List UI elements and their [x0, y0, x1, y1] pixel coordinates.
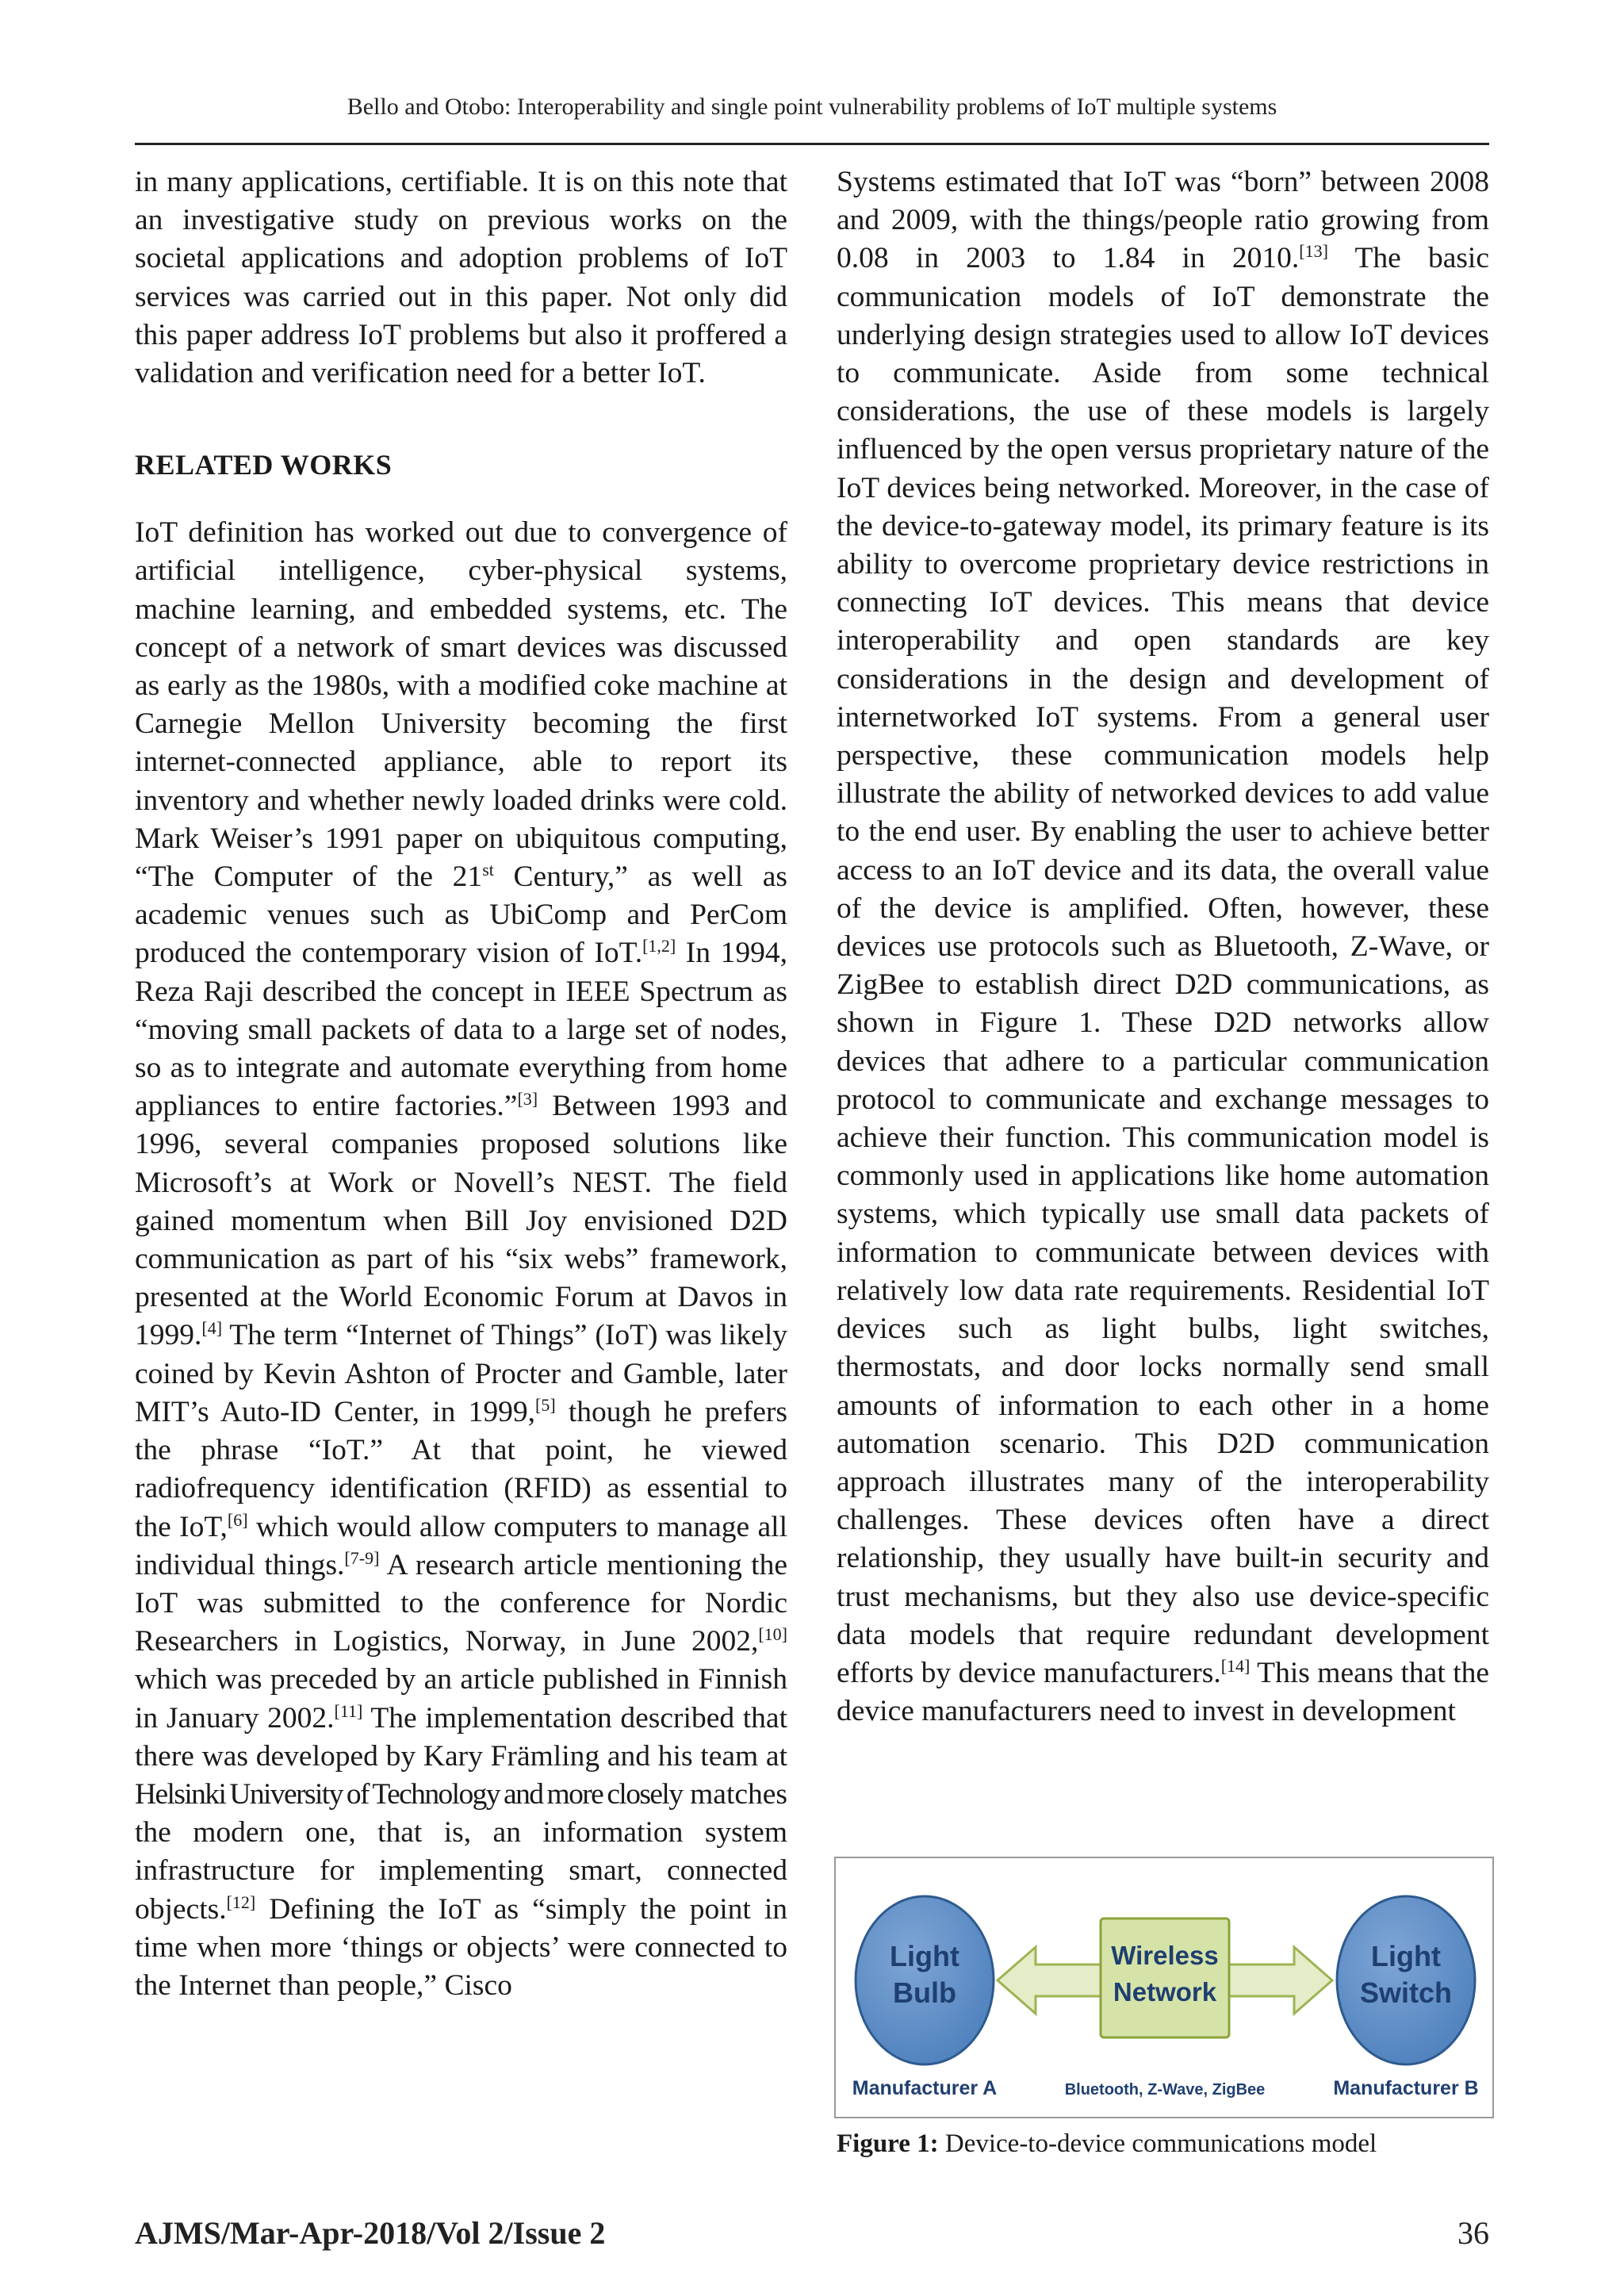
- citation: [1,2]: [642, 936, 676, 956]
- body-text: Systems estimated that IoT was “born” between 2008 and 2009, with the things/people ratio growing from 0.08 in 2003 to 1.84 in 2010.: [837, 166, 1489, 275]
- running-head: Bello and Otobo: Interoperability and single point vulnerability problems of IoT multiple systems: [347, 94, 1277, 120]
- header-rule: [135, 143, 1489, 145]
- manufacturer-a-label: Manufacturer A: [852, 2077, 998, 2099]
- page-number: 36: [1457, 2215, 1489, 2251]
- d2d-diagram: [836, 1858, 1492, 2117]
- body-text-condensed: Helsinki University of Technology and more closely: [135, 1777, 683, 1811]
- citation: [4]: [201, 1318, 223, 1339]
- body-text: IoT definition has worked out due to convergence of artificial intelligence, cyber-physical systems, machine learning, and embedded systems, etc. The concept of a network of smart devices was discussed as early as the 1980s, with a modified coke machine at Carnegie Mellon University becoming the first internet-connected appliance, able to report its inventory and whether newly loaded drinks were cold. Mark Weiser’s 1991 paper on ubiquitous computing, “The Computer of the 21: [135, 516, 787, 894]
- section-heading: RELATED WORKS: [135, 449, 393, 481]
- citation: [5]: [535, 1394, 556, 1415]
- left-node-label-1: Light: [890, 1940, 959, 1972]
- right-node-label-1: Light: [1371, 1940, 1441, 1972]
- body-text: A research article mentioning the IoT was submitted to the conference for Nordic Researchers in Logistics, Norway, in June 2002,: [135, 1548, 787, 1658]
- journal-info: AJMS/Mar-Apr-2018/Vol 2/Issue 2: [135, 2215, 606, 2251]
- citation: [3]: [517, 1089, 538, 1110]
- body-text: The basic communication models of IoT demonstrate the underlying design strategies used to allow IoT devices to communicate. Aside from some technical considerations, the use of these models is largely influenced by the open versus proprietary nature of the IoT devices being networked. Moreover, in the case of the device-to-gateway model, its primary feature is its ability to overcome proprietary device restrictions in connecting IoT devices. This means that device interoperability and open standards are key considerations in the design and development of internetworked IoT systems. From a general user perspective, these communication models help illustrate the ability of networked devices to add value to the end user. By enabling the user to achieve better access to an IoT device and its data, the overall value of the device is amplified. Often, however, these devices use protocols such as Bluetooth, Z-Wave, or ZigBee to establish direct D2D communications, as shown in Figure 1. These D2D networks allow devices that adhere to a particular communication protocol to communicate and exchange messages to achieve their function. This communication model is commonly used in applications like home automation systems, which typically use small data packets of information to communicate between devices with relatively low data rate requirements. Residential IoT devices such as light bulbs, light switches, thermostats, and door locks normally send small amounts of information to each other in a home automation scenario. This D2D communication approach illustrates many of the interoperability challenges. These devices often have a direct relationship, they usually have built-in security and trust mechanisms, but they also use device-specific data models that require redundant development efforts by device manufacturers.: [837, 242, 1489, 1689]
- center-label-1: Wireless: [1111, 1941, 1219, 1970]
- citation: [6]: [227, 1509, 248, 1530]
- body-text: This means that the device manufacturers need to invest in development: [837, 1656, 1490, 1728]
- right-column: [837, 163, 1489, 1731]
- left-node-label-2: Bulb: [893, 1976, 956, 2009]
- body-text: Defining the IoT as “simply the point in time when more ‘things or objects’ were connected to the Internet than people,” Cisco: [135, 1892, 787, 2002]
- body-text: though he prefers the phrase “IoT.” At that point, he viewed radiofrequency identification (RFID) as essential to the IoT,: [135, 1395, 787, 1543]
- related-works-paragraph: [135, 514, 787, 2005]
- body-text: which would allow computers to manage all individual things.: [135, 1510, 787, 1581]
- body-text: Between 1993 and 1996, several companies proposed solutions like Microsoft’s at Work or Novell’s NEST. The field gained momentum when Bill Joy envisioned D2D communication as part of his “six webs” framework, presented at the World Economic Forum at Davos in 1999.: [135, 1090, 787, 1352]
- superscript: st: [482, 860, 494, 880]
- intro-paragraph: in many applications, certifiable. It is on this note that an investigative study on previous works on the societal applications and adoption problems of IoT services was carried out in this paper. Not only did this paper address IoT problems but also it proffered a validation and verification need for a better IoT.: [135, 166, 787, 390]
- body-text: Century,” as well as academic venues such as UbiComp and PerCom produced the contemporary vision of IoT.: [135, 861, 788, 970]
- spacer: [135, 393, 787, 446]
- figure-caption-label: Figure 1:: [837, 2129, 939, 2158]
- left-column: [135, 163, 787, 2005]
- citation: [11]: [334, 1700, 363, 1721]
- center-label-2: Network: [1113, 1977, 1217, 2007]
- body-text: which was preceded by an article published in Finnish in January 2002.: [135, 1663, 787, 1734]
- figure-1: [834, 1857, 1494, 2118]
- figure-caption: [837, 2129, 1377, 2159]
- communication-models-paragraph: [837, 163, 1489, 1731]
- manufacturer-b-label: Manufacturer B: [1333, 2077, 1479, 2099]
- citation: [7-9]: [344, 1547, 380, 1568]
- citation: [12]: [226, 1892, 256, 1912]
- right-node-label-2: Switch: [1359, 1976, 1453, 2009]
- protocols-label: Bluetooth, Z-Wave, ZigBee: [1064, 2081, 1266, 2099]
- figure-caption-text: Device-to-device communications model: [938, 2129, 1377, 2158]
- spacer: [135, 484, 787, 514]
- citation: [10]: [758, 1624, 787, 1645]
- right-arrow: [1213, 1947, 1332, 2014]
- body-text: In 1994, Reza Raji described the concept in IEEE Spectrum as “moving small packets of data to a large set of nodes, so as to integrate and automate everything from home appliances to entire factories.”: [135, 937, 787, 1123]
- body-text: The implementation described that there was developed by Kary Främling and his team at: [135, 1701, 787, 1773]
- citation: [13]: [1299, 241, 1328, 262]
- citation: [14]: [1220, 1655, 1251, 1676]
- body-text: The term “Internet of Things” (IoT) was likely coined by Kevin Ashton of Procter and Gamble, later MIT’s Auto-ID Center, in 1999,: [135, 1319, 787, 1428]
- left-arrow: [998, 1947, 1116, 2014]
- body-text: matches the modern one, that is, an information system infrastructure for implementing smart, connected objects.: [135, 1777, 787, 1926]
